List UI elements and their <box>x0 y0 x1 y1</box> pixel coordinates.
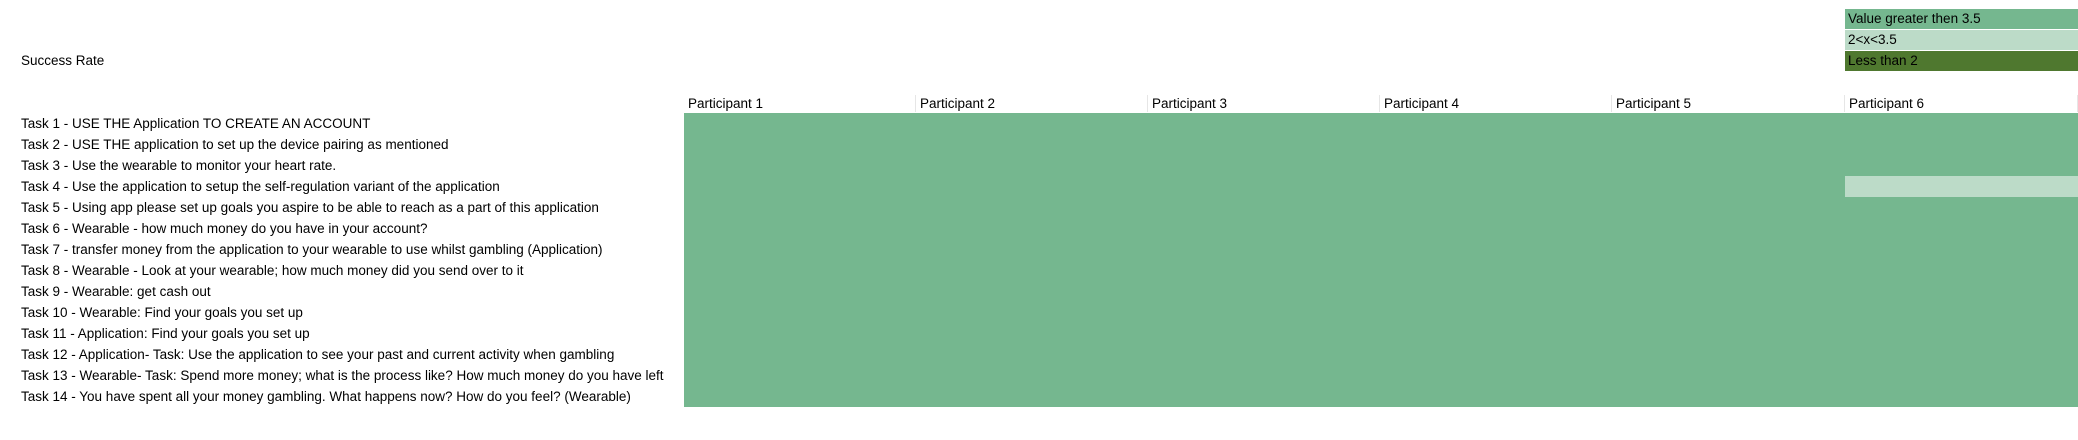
result-cell <box>916 302 1148 323</box>
result-cell <box>1612 197 1845 218</box>
result-cell <box>684 365 916 386</box>
result-cell <box>1148 260 1380 281</box>
result-cell <box>916 155 1148 176</box>
result-cell <box>916 323 1148 344</box>
legend <box>1845 9 2078 72</box>
result-cell <box>1148 386 1380 407</box>
result-cell <box>1380 176 1612 197</box>
result-cell <box>916 260 1148 281</box>
task-label: Task 4 - Use the application to setup the self-regulation variant of the application <box>21 179 500 194</box>
result-cell <box>684 386 916 407</box>
result-cell <box>1845 239 2078 260</box>
participant-header: Participant 4 <box>1380 95 1612 112</box>
result-cell <box>916 344 1148 365</box>
result-cell <box>684 113 916 134</box>
result-cell <box>1148 218 1380 239</box>
task-label: Task 13 - Wearable- Task: Spend more money; what is the process like? How much money do you have left <box>21 368 664 383</box>
result-cell <box>1380 344 1612 365</box>
result-cell <box>1612 176 1845 197</box>
result-cell <box>1845 176 2078 197</box>
result-cell <box>684 281 916 302</box>
result-cell <box>1845 302 2078 323</box>
result-cell <box>684 218 916 239</box>
result-cell <box>1612 218 1845 239</box>
result-cell <box>1845 344 2078 365</box>
result-cell <box>684 260 916 281</box>
result-cell <box>1148 302 1380 323</box>
result-cell <box>1380 134 1612 155</box>
result-cell <box>1612 302 1845 323</box>
legend-item: 2<x<3.5 <box>1845 30 2078 50</box>
result-cell <box>1380 218 1612 239</box>
result-cell <box>1148 323 1380 344</box>
participant-header: Participant 6 <box>1845 95 2078 112</box>
task-label: Task 9 - Wearable: get cash out <box>21 284 211 299</box>
result-cell <box>1845 260 2078 281</box>
result-cell <box>1380 365 1612 386</box>
result-cell <box>1612 281 1845 302</box>
result-cell <box>1380 260 1612 281</box>
task-label: Task 7 - transfer money from the application to your wearable to use whilst gambling (Application) <box>21 242 603 257</box>
result-cell <box>1148 281 1380 302</box>
result-cell <box>1148 344 1380 365</box>
result-cell <box>1148 113 1380 134</box>
result-cell <box>1380 302 1612 323</box>
participant-header: Participant 2 <box>916 95 1148 112</box>
task-label: Task 6 - Wearable - how much money do you have in your account? <box>21 221 428 236</box>
result-cell <box>1845 281 2078 302</box>
legend-item: Value greater then 3.5 <box>1845 9 2078 29</box>
task-label: Task 10 - Wearable: Find your goals you set up <box>21 305 303 320</box>
result-cell <box>684 176 916 197</box>
result-cell <box>1845 218 2078 239</box>
result-cell <box>916 218 1148 239</box>
result-cell <box>1612 344 1845 365</box>
result-cell <box>1612 260 1845 281</box>
result-cell <box>1380 197 1612 218</box>
result-cell <box>1845 134 2078 155</box>
result-cell <box>1148 134 1380 155</box>
result-cell <box>1612 155 1845 176</box>
participant-header: Participant 3 <box>1148 95 1380 112</box>
result-cell <box>916 113 1148 134</box>
result-cell <box>1380 239 1612 260</box>
result-cell <box>916 197 1148 218</box>
task-label: Task 3 - Use the wearable to monitor your heart rate. <box>21 158 337 173</box>
result-cell <box>1612 113 1845 134</box>
result-cell <box>916 386 1148 407</box>
task-label: Task 2 - USE THE application to set up the device pairing as mentioned <box>21 137 449 152</box>
sheet-title: Success Rate <box>21 53 105 68</box>
task-label: Task 5 - Using app please set up goals you aspire to be able to reach as a part of this application <box>21 200 599 215</box>
result-cell <box>1845 155 2078 176</box>
result-cell <box>1148 197 1380 218</box>
result-cell <box>1380 281 1612 302</box>
task-label: Task 14 - You have spent all your money gambling. What happens now? How do you feel? (Wearable) <box>21 389 631 404</box>
result-cell <box>916 365 1148 386</box>
result-cell <box>916 134 1148 155</box>
result-cell <box>684 302 916 323</box>
result-cell <box>1148 365 1380 386</box>
result-cell <box>1612 239 1845 260</box>
result-cell <box>916 281 1148 302</box>
result-cell <box>1148 239 1380 260</box>
result-cell <box>1845 197 2078 218</box>
result-cell <box>1380 386 1612 407</box>
result-cell <box>684 323 916 344</box>
result-cell <box>916 239 1148 260</box>
result-cell <box>1612 365 1845 386</box>
result-cell <box>684 155 916 176</box>
result-cell <box>684 197 916 218</box>
result-cell <box>916 176 1148 197</box>
result-cell <box>1148 176 1380 197</box>
task-label: Task 12 - Application- Task: Use the application to see your past and current activity when gambling <box>21 347 615 362</box>
result-cell <box>1845 113 2078 134</box>
result-cell <box>684 239 916 260</box>
result-cell <box>1845 365 2078 386</box>
participant-header: Participant 5 <box>1612 95 1845 112</box>
participant-header: Participant 1 <box>684 95 916 112</box>
result-cell <box>1845 323 2078 344</box>
result-cell <box>1612 134 1845 155</box>
task-label: Task 11 - Application: Find your goals you set up <box>21 326 310 341</box>
legend-item: Less than 2 <box>1845 51 2078 71</box>
result-cell <box>1380 113 1612 134</box>
result-cell <box>1612 386 1845 407</box>
result-cell <box>1380 323 1612 344</box>
result-cell <box>1148 155 1380 176</box>
task-label: Task 8 - Wearable - Look at your wearable; how much money did you send over to it <box>21 263 524 278</box>
result-cell <box>684 134 916 155</box>
result-cell <box>1845 386 2078 407</box>
result-cell <box>1612 323 1845 344</box>
task-label: Task 1 - USE THE Application TO CREATE AN ACCOUNT <box>21 116 371 131</box>
result-cell <box>1380 155 1612 176</box>
result-cell <box>684 344 916 365</box>
